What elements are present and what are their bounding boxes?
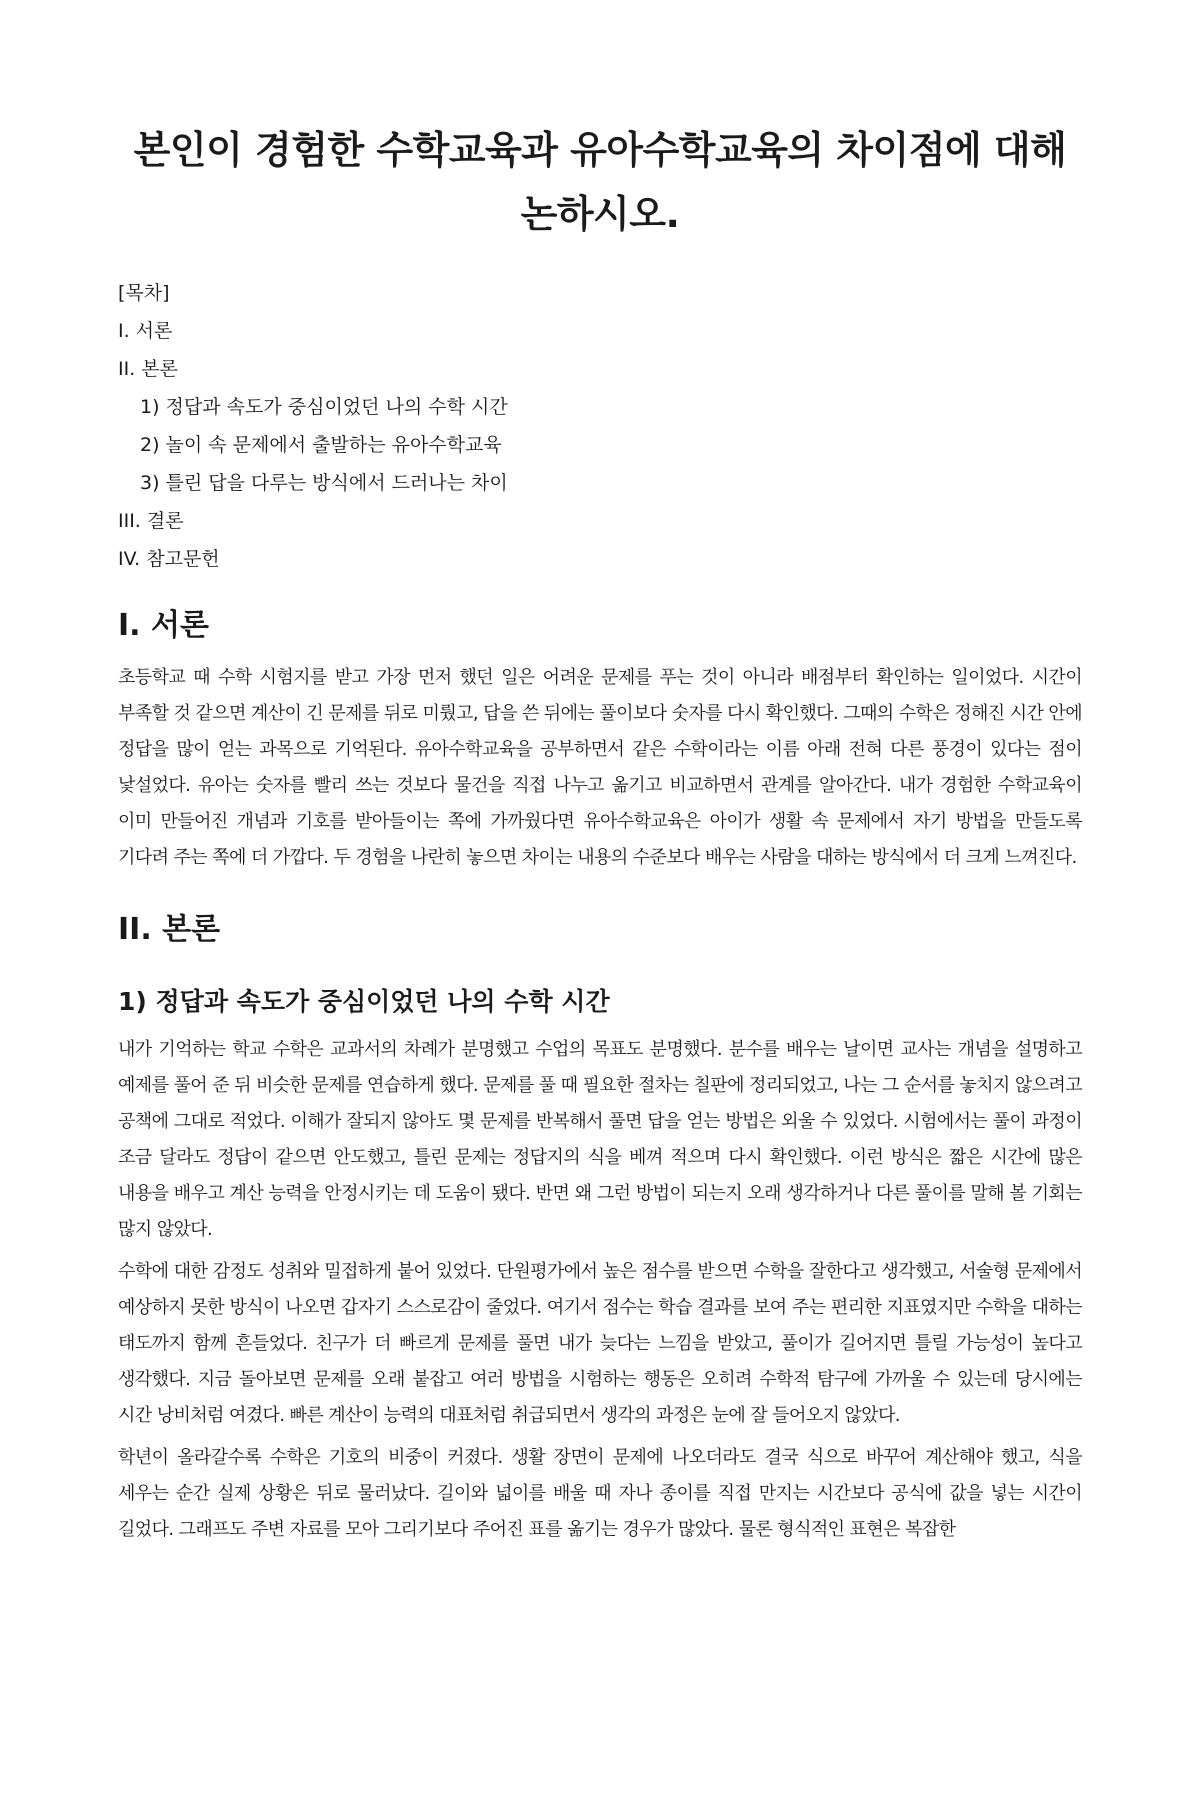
intro-paragraph: 초등학교 때 수학 시험지를 받고 가장 먼저 했던 일은 어려운 문제를 푸는 것이 아니라 배점부터 확인하는 일이었다. 시간이 부족할 것 같으면 계산이 긴 문제를 뒤로 미뤘고, 답을 쓴 뒤에는 풀이보다 숫자를 다시 확인했다. 그때의 수학은 정해진 시간 안에 정답을 많이 얻는 과목으로 기억된다. 유아수학교육을 공부하면서 같은 수학이라는 이름 아래 전혀 다른 풍경이 있다는 점이 낯설었다. 유아는 숫자를 빨리 쓰는 것보다 물건을 직접 나누고 옮기고 비교하면서 관계를 알아간다. 내가 경험한 수학교육이 이미 만들어진 개념과 기호를 받아들이는 쪽에 가까웠다면 유아수학교육은 아이가 생활 속 문제에서 자기 방법을 만들도록 기다려 주는 쪽에 더 가깝다. 두 경험을 나란히 놓으면 차이는 내용의 수준보다 배우는 사람을 대하는 방식에서 더 크게 느껴진다. — [118, 667, 1082, 868]
toc-subitem: 1) 정답과 속도가 중심이었던 나의 수학 시간 — [140, 396, 508, 418]
toc-item: I. 서론 — [118, 320, 173, 342]
toc-item: IV. 참고문헌 — [118, 548, 220, 570]
body-heading: II. 본론 — [118, 912, 221, 947]
toc-subitem: 3) 틀린 답을 다루는 방식에서 드러나는 차이 — [140, 472, 508, 494]
toc-heading: [목차] — [118, 282, 170, 304]
document-title: 본인이 경험한 수학교육과 유아수학교육의 차이점에 대해 논하시오. — [133, 128, 1067, 236]
toc-subitem: 2) 놀이 속 문제에서 출발하는 유아수학교육 — [140, 434, 502, 456]
body-paragraph: 내가 기억하는 학교 수학은 교과서의 차례가 분명했고 수업의 목표도 분명했다. 분수를 배우는 날이면 교사는 개념을 설명하고 예제를 풀어 준 뒤 비슷한 문제를 연습하게 했다. 문제를 풀 때 필요한 절차는 칠판에 정리되었고, 나는 그 순서를 놓치지 않으려고 공책에 그대로 적었다. 이해가 잘되지 않아도 몇 문제를 반복해서 풀면 답을 얻는 방법은 외울 수 있었다. 시험에서는 풀이 과정이 조금 달라도 정답이 같으면 안도했고, 틀린 문제는 정답지의 식을 베껴 적으며 다시 확인했다. 이런 방식은 짧은 시간에 많은 내용을 배우고 계산 능력을 안정시키는 데 도움이 됐다. 반면 왜 그런 방법이 되는지 오래 생각하거나 다른 풀이를 말해 볼 기회는 많지 않았다. — [118, 1039, 1082, 1240]
intro-heading: I. 서론 — [118, 608, 209, 643]
toc-item: II. 본론 — [118, 358, 178, 380]
body-paragraph: 수학에 대한 감정도 성취와 밀접하게 붙어 있었다. 단원평가에서 높은 점수를 받으면 수학을 잘한다고 생각했고, 서술형 문제에서 예상하지 못한 방식이 나오면 갑자기 스스로감이 줄었다. 여기서 점수는 학습 결과를 보여 주는 편리한 지표였지만 수학을 대하는 태도까지 함께 흔들었다. 친구가 더 빠르게 문제를 풀면 내가 늦다는 느낌을 받았고, 풀이가 길어지면 틀릴 가능성이 높다고 생각했다. 지금 돌아보면 문제를 오래 붙잡고 여러 방법을 시험하는 행동은 오히려 수학적 탐구에 가까울 수 있는데 당시에는 시간 낭비처럼 여겼다. 빠른 계산이 능력의 대표처럼 취급되면서 생각의 과정은 눈에 잘 들어오지 않았다. — [118, 1261, 1082, 1426]
document-page — [0, 118, 1200, 1814]
toc-item: III. 결론 — [118, 510, 184, 532]
subsection-heading: 1) 정답과 속도가 중심이었던 나의 수학 시간 — [118, 987, 610, 1016]
body-paragraph: 학년이 올라갈수록 수학은 기호의 비중이 커졌다. 생활 장면이 문제에 나오더라도 결국 식으로 바꾸어 계산해야 했고, 식을 세우는 순간 실제 상황은 뒤로 물러났다. 길이와 넓이를 배울 때 자나 종이를 직접 만지는 시간보다 공식에 값을 넣는 시간이 길었다. 그래프도 주변 자료를 모아 그리기보다 주어진 표를 옮기는 경우가 많았다. 물론 형식적인 표현은 복잡한 — [118, 1447, 1082, 1540]
table-of-contents — [118, 274, 1082, 578]
